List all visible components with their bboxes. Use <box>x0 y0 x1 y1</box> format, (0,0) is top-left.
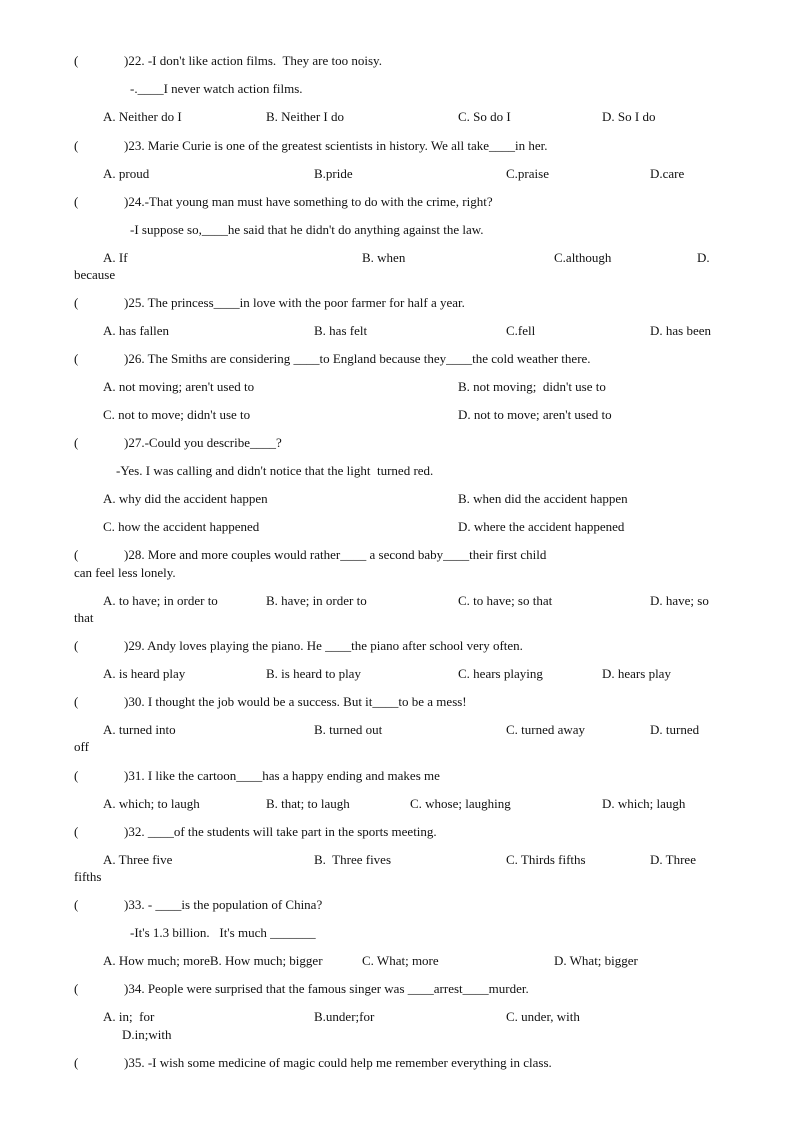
question-26-stem: )26. The Smiths are considering ____to England because they____the cold weather there. <box>124 351 591 366</box>
question-24-stem: )24.-That young man must have something to do with the crime, right? <box>124 194 493 209</box>
question-22-dialogue: -.____I never watch action films. <box>130 81 303 96</box>
question-23-option-b: B.pride <box>314 166 353 181</box>
answer-paren: ( <box>74 897 79 912</box>
question-34-option-d: D.in;with <box>122 1027 172 1042</box>
answer-paren: ( <box>74 547 79 562</box>
answer-paren: ( <box>74 981 79 996</box>
question-30-option-d: D. turned <box>650 722 700 737</box>
question-26-option-b: B. not moving; didn't use to <box>458 379 606 394</box>
question-22-stem: )22. -I don't like action films. They are too noisy. <box>124 53 382 68</box>
question-34-option-b: B.under;for <box>314 1009 375 1024</box>
answer-paren: ( <box>74 694 79 709</box>
question-34-stem: )34. People were surprised that the famous singer was ____arrest____murder. <box>124 981 529 996</box>
question-25-option-c: C.fell <box>506 323 536 338</box>
question-27-option-c: C. how the accident happened <box>103 519 260 534</box>
question-28-stem-wrap: can feel less lonely. <box>74 565 176 580</box>
question-25-option-d: D. has been <box>650 323 712 338</box>
question-30-option-c: C. turned away <box>506 722 586 737</box>
answer-paren: ( <box>74 53 79 68</box>
question-33-stem: )33. - ____is the population of China? <box>124 897 323 912</box>
question-25-option-b: B. has felt <box>314 323 368 338</box>
question-31-option-d: D. which; laugh <box>602 796 686 811</box>
question-23-stem: )23. Marie Curie is one of the greatest scientists in history. We all take____in her. <box>124 138 548 153</box>
question-24-option-d-wrap: because <box>74 267 116 282</box>
question-22-option-a: A. Neither do I <box>103 109 182 124</box>
question-33-option-c: C. What; more <box>362 953 439 968</box>
answer-paren: ( <box>74 638 79 653</box>
question-33-option-d: D. What; bigger <box>554 953 638 968</box>
question-31-option-c: C. whose; laughing <box>410 796 511 811</box>
question-30-option-b: B. turned out <box>314 722 383 737</box>
question-26-option-a: A. not moving; aren't used to <box>103 379 255 394</box>
question-29-stem: )29. Andy loves playing the piano. He ____the piano after school very often. <box>124 638 523 653</box>
question-27-option-b: B. when did the accident happen <box>458 491 628 506</box>
question-27-option-d: D. where the accident happened <box>458 519 625 534</box>
question-30-option-a: A. turned into <box>103 722 176 737</box>
question-34-option-a: A. in; for <box>103 1009 155 1024</box>
question-23-option-a: A. proud <box>103 166 150 181</box>
question-27-stem: )27.-Could you describe____? <box>124 435 282 450</box>
question-34-option-c: C. under, with <box>506 1009 580 1024</box>
question-22-option-d: D. So I do <box>602 109 656 124</box>
answer-paren: ( <box>74 194 79 209</box>
question-33-dialogue: -It's 1.3 billion. It's much _______ <box>130 925 316 940</box>
question-27-option-a: A. why did the accident happen <box>103 491 268 506</box>
question-32-stem: )32. ____of the students will take part in the sports meeting. <box>124 824 437 839</box>
question-28-option-a: A. to have; in order to <box>103 593 218 608</box>
answer-paren: ( <box>74 1055 79 1070</box>
question-31-stem: )31. I like the cartoon____has a happy ending and makes me <box>124 768 440 783</box>
question-29-option-a: A. is heard play <box>103 666 186 681</box>
question-24-option-d: D. <box>697 250 710 265</box>
question-26-option-c: C. not to move; didn't use to <box>103 407 251 422</box>
question-26-option-d: D. not to move; aren't used to <box>458 407 612 422</box>
question-24-option-b: B. when <box>362 250 406 265</box>
question-32-option-c: C. Thirds fifths <box>506 852 586 867</box>
question-29-option-c: C. hears playing <box>458 666 543 681</box>
question-32-option-d: D. Three <box>650 852 696 867</box>
question-31-option-a: A. which; to laugh <box>103 796 200 811</box>
answer-paren: ( <box>74 768 79 783</box>
question-29-option-d: D. hears play <box>602 666 671 681</box>
question-24-option-a: A. If <box>103 250 128 265</box>
question-22-option-c: C. So do I <box>458 109 511 124</box>
question-31-option-b: B. that; to laugh <box>266 796 350 811</box>
question-28-stem: )28. More and more couples would rather____ a second baby____their first child <box>124 547 547 562</box>
question-22-option-b: B. Neither I do <box>266 109 344 124</box>
question-27-dialogue: -Yes. I was calling and didn't notice that the light turned red. <box>116 463 434 478</box>
question-28-option-d: D. have; so <box>650 593 709 608</box>
question-23-option-c: C.praise <box>506 166 549 181</box>
answer-paren: ( <box>74 295 79 310</box>
question-24-dialogue: -I suppose so,____he said that he didn't do anything against the law. <box>130 222 484 237</box>
question-28-option-b: B. have; in order to <box>266 593 367 608</box>
question-24-option-c: C.although <box>554 250 612 265</box>
question-25-option-a: A. has fallen <box>103 323 170 338</box>
question-32-option-a: A. Three five <box>103 852 173 867</box>
question-32-option-b: B. Three fives <box>314 852 392 867</box>
question-32-option-d-wrap: fifths <box>74 869 102 884</box>
answer-paren: ( <box>74 435 79 450</box>
question-30-option-d-wrap: off <box>74 739 89 754</box>
question-28-option-d-wrap: that <box>74 610 94 625</box>
question-25-stem: )25. The princess____in love with the poor farmer for half a year. <box>124 295 465 310</box>
question-23-option-d: D.care <box>650 166 685 181</box>
answer-paren: ( <box>74 824 79 839</box>
question-35-stem: )35. -I wish some medicine of magic could help me remember everything in class. <box>124 1055 552 1070</box>
question-28-option-c: C. to have; so that <box>458 593 553 608</box>
question-33-option-ab: A. How much; moreB. How much; bigger <box>103 953 323 968</box>
question-29-option-b: B. is heard to play <box>266 666 361 681</box>
question-30-stem: )30. I thought the job would be a success. But it____to be a mess! <box>124 694 467 709</box>
answer-paren: ( <box>74 351 79 366</box>
answer-paren: ( <box>74 138 79 153</box>
